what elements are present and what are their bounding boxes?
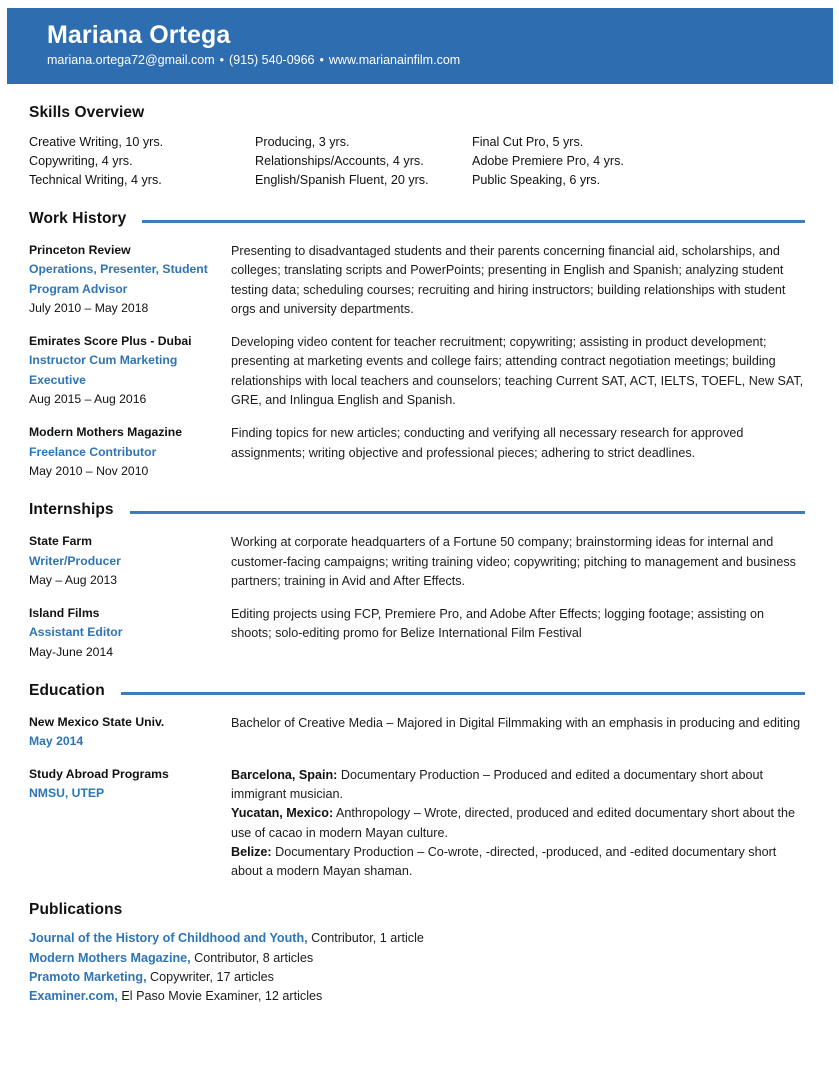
- entry-graduation-date: May 2014: [29, 734, 84, 749]
- entry-description: Developing video content for teacher recruitment; copywriting; assisting in product development; presenting at marketing events and college fairs; attending contract negotiation meetings; building relationships with local teachers and counselors; teaching Current SAT, ACT, IELTS, TOEFL, New SAT, GRE, and Inlingua English and Spanish.: [231, 335, 804, 408]
- education-heading-row: [29, 682, 805, 700]
- program-location: Yucatan, Mexico:: [231, 806, 334, 821]
- study-abroad-program: [231, 804, 805, 843]
- study-abroad-program: [231, 766, 805, 805]
- publication-item: [29, 929, 805, 948]
- internships-title: Internships: [29, 501, 114, 519]
- work-history-heading-row: [29, 210, 805, 228]
- work-history-entry: [29, 332, 805, 410]
- spacer: [29, 881, 805, 901]
- entry-description: Editing projects using FCP, Premiere Pro, and Adobe After Effects; logging footage; assisting on shoots; solo-editing promo for Belize International Film Festival: [231, 607, 764, 641]
- section-skills-overview: [0, 84, 839, 190]
- entry-role: Assistant Editor: [29, 625, 123, 640]
- entry-organization: Modern Mothers Magazine: [29, 425, 183, 440]
- publication-name[interactable]: Modern Mothers Magazine,: [29, 950, 191, 965]
- skill-item: Final Cut Pro, 5 yrs.: [472, 135, 584, 149]
- skills-overview-title: Skills Overview: [29, 104, 145, 121]
- entry-dates: May 2010 – Nov 2010: [29, 463, 149, 478]
- skill-item: Relationships/Accounts, 4 yrs.: [255, 154, 424, 168]
- internship-entry: [29, 532, 805, 591]
- skill-item: Adobe Premiere Pro, 4 yrs.: [472, 154, 624, 168]
- publications-list: [29, 929, 805, 1006]
- entry-description: Bachelor of Creative Media – Majored in Digital Filmmaking with an emphasis in producing and editing: [231, 716, 801, 731]
- entry-role: Writer/Producer: [29, 553, 121, 568]
- work-history-entry: [29, 241, 805, 319]
- entry-role: Freelance Contributor: [29, 444, 157, 459]
- publications-heading-row: [29, 901, 805, 919]
- spacer: [29, 481, 805, 501]
- entry-organization: New Mexico State Univ.: [29, 715, 165, 730]
- section-work-history: [0, 190, 839, 481]
- entry-organization: Study Abroad Programs: [29, 766, 169, 781]
- skills-overview-heading-row: [29, 104, 805, 122]
- education-title: Education: [29, 682, 105, 700]
- entry-description: Presenting to disadvantaged students and their parents concerning financial aid, scholarships, and colleges; translating scripts and PowerPoints; presenting in English and Spanish; analyzing student testing data; scheduling courses; recruiting and hiring instructors; building relationships with student orgs and university departments.: [231, 244, 786, 316]
- study-abroad-program: [231, 843, 805, 882]
- program-description: Anthropology – Wrote, directed, produced and edited documentary short about the use of cacao in modern Mayan culture.: [231, 806, 796, 840]
- publication-item: [29, 987, 805, 1006]
- entry-meta: [29, 713, 231, 752]
- entry-meta: [29, 332, 231, 410]
- contact-email[interactable]: mariana.ortega72@gmail.com: [47, 52, 215, 67]
- internships-heading-row: [29, 501, 805, 519]
- publication-detail: Copywriter, 17 articles: [146, 970, 274, 985]
- study-abroad-programs: [231, 765, 805, 882]
- entry-meta: [29, 532, 231, 591]
- contact-website[interactable]: www.marianainfilm.com: [328, 52, 461, 67]
- entry-role: Operations, Presenter, Student Program Advisor: [29, 262, 208, 296]
- contact-separator-1: •: [219, 52, 225, 67]
- entry-dates: May-June 2014: [29, 644, 114, 659]
- skills-grid: [29, 133, 805, 190]
- publication-item: [29, 949, 805, 968]
- publication-name[interactable]: Journal of the History of Childhood and Youth,: [29, 931, 308, 946]
- publication-name[interactable]: Pramoto Marketing,: [29, 970, 147, 985]
- skill-item: English/Spanish Fluent, 20 yrs.: [255, 173, 429, 187]
- resume-content: [0, 84, 839, 1007]
- contact-separator-2: •: [319, 52, 324, 67]
- spacer: [29, 190, 805, 210]
- entry-description: Working at corporate headquarters of a Fortune 50 company; brainstorming ideas for internal and customer-facing campaigns; writing training video; copywriting; pitching to management and business partners; training in Avid and After Effects.: [231, 535, 796, 588]
- program-description: Documentary Production – Produced and edited a documentary short about immigrant musician.: [231, 767, 764, 801]
- publication-detail: Contributor, 1 article: [307, 931, 424, 946]
- skill-item: Producing, 3 yrs.: [255, 135, 350, 149]
- entry-institutions: NMSU, UTEP: [29, 785, 105, 800]
- skill-item: Creative Writing, 10 yrs.: [29, 135, 164, 149]
- contact-line: [47, 53, 833, 68]
- publication-name[interactable]: Examiner.com,: [29, 989, 118, 1004]
- section-internships: [0, 481, 839, 662]
- entry-organization: Princeton Review: [29, 243, 131, 257]
- entry-meta: [29, 241, 231, 319]
- entry-dates: July 2010 – May 2018: [29, 300, 149, 315]
- spacer: [29, 662, 805, 682]
- entry-meta: [29, 604, 231, 662]
- entry-role: Instructor Cum Marketing Executive: [29, 353, 178, 387]
- publications-title: Publications: [29, 901, 123, 919]
- program-description: Documentary Production – Co-wrote, -directed, -produced, and -edited documentary short about a modern Mayan shaman.: [231, 844, 777, 879]
- work-history-entry: [29, 423, 805, 481]
- entry-organization: Island Films: [29, 606, 100, 621]
- study-abroad-entry: [29, 765, 805, 882]
- program-location: Belize:: [231, 844, 272, 859]
- spacer: [29, 84, 805, 104]
- internship-entry: [29, 604, 805, 662]
- resume-header-band: [7, 8, 833, 84]
- publication-detail: Contributor, 8 articles: [190, 950, 314, 965]
- candidate-name: Mariana Ortega: [47, 21, 231, 49]
- entry-organization: Emirates Score Plus - Dubai: [29, 334, 192, 349]
- education-entry: [29, 713, 805, 752]
- contact-phone[interactable]: (915) 540-0966: [229, 52, 315, 67]
- entry-meta: [29, 765, 231, 882]
- skill-item: Public Speaking, 6 yrs.: [472, 173, 601, 187]
- skill-item: Technical Writing, 4 yrs.: [29, 173, 162, 187]
- publication-item: [29, 968, 805, 987]
- publication-detail: El Paso Movie Examiner, 12 articles: [117, 989, 323, 1004]
- entry-meta: [29, 423, 231, 481]
- internships-rule: [130, 511, 805, 514]
- section-education: [0, 662, 839, 881]
- entry-description: Finding topics for new articles; conducting and verifying all necessary research for approved assignments; writing objective and professional pieces; adhering to strict deadlines.: [231, 426, 744, 460]
- work-history-rule: [142, 220, 805, 223]
- skill-item: Copywriting, 4 yrs.: [29, 154, 133, 168]
- education-rule: [121, 692, 805, 695]
- program-location: Barcelona, Spain:: [231, 767, 338, 782]
- work-history-title: Work History: [29, 210, 127, 227]
- section-publications: [0, 881, 839, 1006]
- entry-organization: State Farm: [29, 534, 92, 549]
- entry-dates: May – Aug 2013: [29, 572, 118, 587]
- entry-dates: Aug 2015 – Aug 2016: [29, 392, 147, 407]
